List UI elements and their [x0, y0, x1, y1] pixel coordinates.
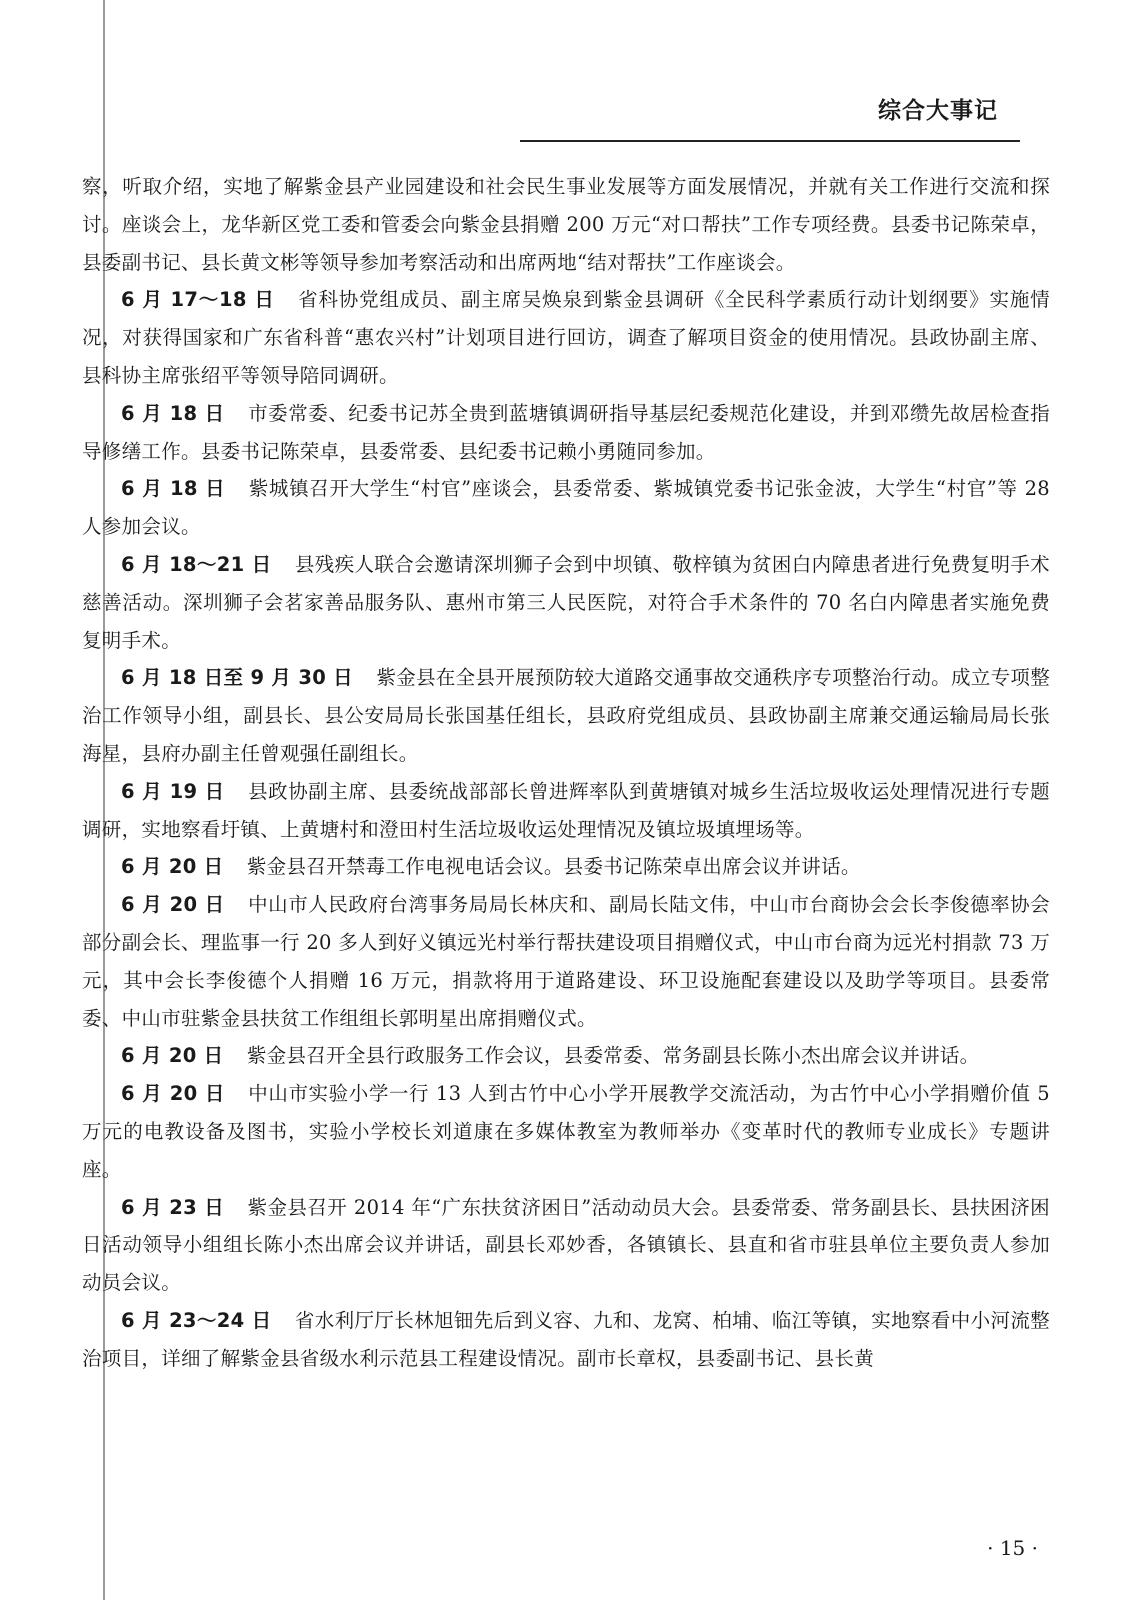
chronicle-body: [82, 168, 1050, 1378]
entry-paragraph: [82, 1302, 1050, 1378]
entry-paragraph: [82, 773, 1050, 849]
entry-paragraph: [82, 1075, 1050, 1188]
entry-text: 县残疾人联合会邀请深圳狮子会到中坝镇、敬梓镇为贫困白内障患者进行免费复明手术慈善活动。深圳狮子会茗家善品服务队、惠州市第三人民医院，对符合手术条件的 70 名白内障患者实施免费复明手术。: [82, 552, 1050, 652]
entry-text: 紫金县召开全县行政服务工作会议，县委常委、常务副县长陈小杰出席会议并讲话。: [246, 1044, 980, 1068]
running-header: [520, 88, 1020, 142]
entry-paragraph: [82, 395, 1050, 471]
entry-text: 紫金县在全县开展预防较大道路交通事故交通秩序专项整治行动。成立专项整治工作领导小组，副县长、县公安局局长张国基任组长，县政府党组成员、县政协副主席兼交通运输局局长张海星，县府办副主任曾观强任副组长。: [82, 666, 1050, 765]
entry-paragraph: [82, 546, 1050, 659]
entry-date: 6 月 17～18 日: [121, 288, 275, 312]
entry-date: 6 月 19 日: [121, 779, 225, 803]
entry-text: 县政协副主席、县委统战部部长曾进辉率队到黄塘镇对城乡生活垃圾收运处理情况进行专题调研，实地察看圩镇、上黄塘村和澄田村生活垃圾收运处理情况及镇垃圾填埋场等。: [82, 779, 1050, 841]
entry-date: 6 月 20 日: [121, 1044, 224, 1068]
entry-text: 中山市人民政府台湾事务局局长林庆和、副局长陆文伟，中山市台商协会会长李俊德率协会部分副会长、理监事一行 20 多人到好义镇远光村举行帮扶建设项目捐赠仪式，中山市台商为远光村捐款 73 万元，其中会长李俊德个人捐赠 16 万元，捐款将用于道路建设、环卫设施配套建设以及助学等项目。县委常委、中山市驻紫金县扶贫工作组组长郭明星出席捐赠仪式。: [82, 893, 1050, 1030]
entry-date: 6 月 23 日: [121, 1195, 225, 1219]
entry-text: 中山市实验小学一行 13 人到古竹中心小学开展教学交流活动，为古竹中心小学捐赠价值 5 万元的电教设备及图书，实验小学校长刘道康在多媒体教室为教师举办《变革时代的教师专业成长》专题讲座。: [82, 1082, 1050, 1181]
entry-text: 市委常委、纪委书记苏全贵到蓝塘镇调研指导基层纪委规范化建设，并到邓缵先故居检查指导修缮工作。县委书记陈荣卓，县委常委、县纪委书记赖小勇随同参加。: [82, 401, 1050, 463]
entry-date: 6 月 18 日至 9 月 30 日: [121, 666, 353, 690]
entry-text: 紫金县召开禁毒工作电视电话会议。县委书记陈荣卓出席会议并讲话。: [246, 855, 861, 879]
entry-date: 6 月 18 日: [121, 477, 226, 501]
entry-text: 省科协党组成员、副主席吴焕泉到紫金县调研《全民科学素质行动计划纲要》实施情况，对获得国家和广东省科普“惠农兴村”计划项目进行回访，调查了解项目资金的使用情况。县政协副主席、县科协主席张绍平等领导陪同调研。: [82, 288, 1050, 387]
header-rule: [520, 140, 1020, 142]
entry-date: 6 月 20 日: [121, 1082, 225, 1106]
entry-date: 6 月 23～24 日: [121, 1308, 272, 1332]
entry-paragraph: [82, 1189, 1050, 1302]
entry-paragraph: [82, 886, 1050, 1037]
entry-date: 6 月 18 日: [121, 401, 225, 425]
entry-paragraph: [82, 168, 1050, 281]
entry-date: 6 月 20 日: [121, 855, 224, 879]
entry-date: 6 月 18～21 日: [121, 552, 272, 576]
entry-text: 紫金县召开 2014 年“广东扶贫济困日”活动动员大会。县委常委、常务副县长、县扶困济困日活动领导小组组长陈小杰出席会议并讲话，副县长邓妙香，各镇镇长、县直和省市驻县单位主要负责人参加动员会议。: [82, 1195, 1050, 1295]
running-head-title: 综合大事记: [878, 98, 998, 124]
entry-text: 紫城镇召开大学生“村官”座谈会，县委常委、紫城镇党委书记张金波，大学生“村官”等 28 人参加会议。: [82, 477, 1050, 539]
entry-paragraph: [82, 281, 1050, 394]
page-number: · 15 ·: [987, 1536, 1038, 1560]
entry-paragraph: [82, 848, 1050, 886]
entry-paragraph: [82, 1037, 1050, 1075]
entry-paragraph: [82, 659, 1050, 772]
entry-text: 察，听取介绍，实地了解紫金县产业园建设和社会民生事业发展等方面发展情况，并就有关工作进行交流和探讨。座谈会上，龙华新区党工委和管委会向紫金县捐赠 200 万元“对口帮扶”工作专项经费。县委书记陈荣卓，县委副书记、县长黄文彬等领导参加考察活动和出席两地“结对帮扶”工作座谈会。: [82, 175, 1050, 274]
entry-paragraph: [82, 470, 1050, 546]
entry-text: 省水利厅厅长林旭钿先后到义容、九和、龙窝、柏埔、临江等镇，实地察看中小河流整治项目，详细了解紫金县省级水利示范县工程建设情况。副市长章权，县委副书记、县长黄: [82, 1308, 1050, 1370]
entry-date: 6 月 20 日: [121, 893, 225, 917]
